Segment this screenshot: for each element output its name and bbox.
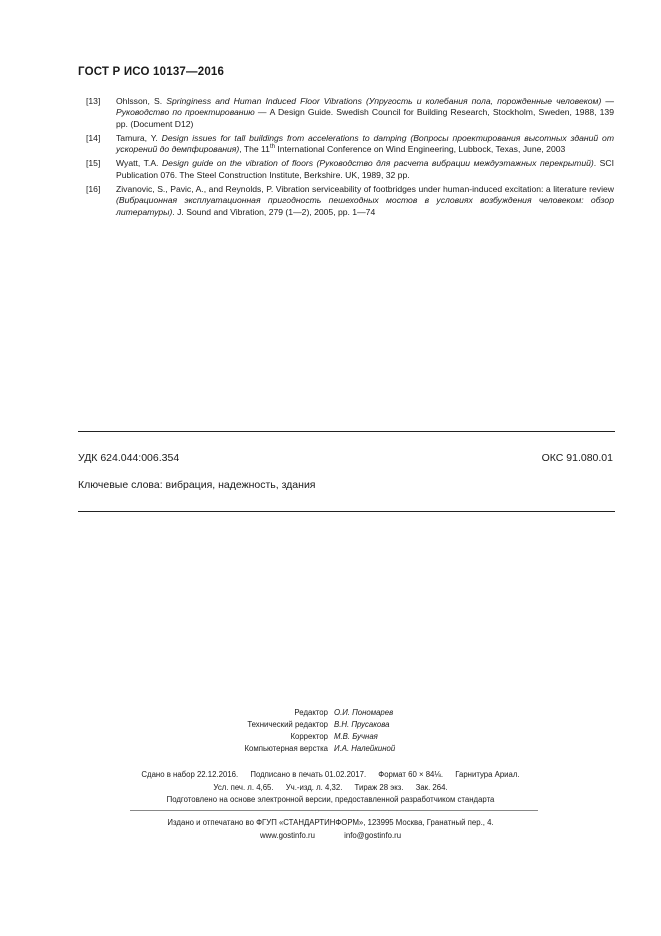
reference-text: [116, 96, 614, 130]
reference-text: [116, 158, 614, 181]
credit-role: Корректор: [290, 732, 328, 741]
credit-layout: [0, 744, 661, 756]
divider-top: [78, 431, 615, 432]
reference-authors: Zivanovic, S., Pavic, A., and Reynolds, P. Vibration serviceability of footbridges under human-induced excitation: a literature review: [116, 184, 614, 195]
print-run: Тираж 28 экз.: [354, 783, 404, 792]
reference-authors: Wyatt, T.A.: [116, 158, 162, 169]
reference-authors: Tamura, Y.: [116, 132, 162, 143]
reference-number: [13]: [86, 96, 101, 106]
paper-format: Формат 60 × 84⅛.: [378, 770, 444, 779]
reference-title: (Вибрационная эксплуатационная пригодность пешеходных мостов в условиях возбуждения человеком: обзор литературы): [116, 195, 614, 217]
reference-item: [86, 184, 614, 218]
reference-source: , The 11: [239, 144, 270, 155]
credit-role: Технический редактор: [247, 720, 328, 729]
reference-item: [86, 133, 614, 156]
reference-item: [86, 158, 614, 181]
reference-title: Design guide on the vibration of floors (Руководство для расчета вибрации междуэтажных перекрытий): [161, 158, 594, 169]
print-info-line-1: [0, 770, 661, 779]
reference-text: [116, 133, 614, 156]
reference-number: [15]: [86, 158, 101, 169]
publisher-website[interactable]: www.gostinfo.ru: [259, 831, 315, 840]
publisher-sheets: Уч.-изд. л. 4,32.: [285, 783, 343, 792]
credit-role: Редактор: [294, 708, 328, 717]
publisher-address: Издано и отпечатано во ФГУП «СТАНДАРТИНФОРМ», 123995 Москва, Гранатный пер., 4.: [167, 818, 494, 827]
reference-source: . J. Sound and Vibration, 279 (1—2), 2005, pp. 1—74: [172, 206, 376, 217]
reference-title: Springiness and Human Induced Floor Vibrations (Упругость и колебания пола, порожденные человеком) — Руководство по проектированию: [116, 96, 614, 118]
credit-proofreader: [0, 732, 661, 744]
reference-number: [14]: [86, 132, 101, 143]
typeface: Гарнитура Ариал.: [455, 770, 520, 779]
credit-editor: [0, 708, 661, 720]
publisher-email[interactable]: info@gostinfo.ru: [344, 831, 402, 840]
superscript: th: [269, 144, 275, 151]
credit-tech-editor: [0, 720, 661, 732]
reference-source: — A Design Guide. Swedish Council for Building Research, Stockholm, Sweden, 1988, 139 pp. (Document D12): [116, 107, 614, 129]
credit-role: Компьютерная верстка: [244, 744, 328, 753]
print-info-line-2: [0, 783, 661, 792]
signed-date: Подписано в печать 01.02.2017.: [250, 770, 367, 779]
print-sheets: Усл. печ. л. 4,65.: [213, 783, 274, 792]
udk-code: УДК 624.044:006.354: [78, 452, 180, 464]
order-number: Зак. 264.: [415, 783, 448, 792]
divider-bottom: [78, 511, 615, 512]
credit-person: М.В. Бучная: [334, 732, 378, 741]
credit-person: В.Н. Прусакова: [334, 720, 390, 729]
credits-block: [0, 708, 661, 756]
references-list: [86, 96, 614, 221]
reference-source: . SCI Publication 076. The Steel Construction Institute, Berkshire. UK, 1989, 32 pp.: [116, 158, 614, 180]
oks-code: ОКС 91.080.01: [541, 452, 613, 464]
divider-publisher: [130, 810, 538, 811]
credit-person: О.И. Пономарев: [334, 708, 394, 717]
reference-title: Design issues for tall buildings from accelerations to damping (Вопросы проектирования высотных зданий от ускорений до демпфирования): [116, 132, 614, 155]
reference-text: [116, 184, 614, 218]
print-info-line-3: Подготовлено на основе электронной версии, предоставленной разработчиком стандарта: [166, 795, 495, 804]
document-header: ГОСТ Р ИСО 10137—2016: [78, 66, 225, 78]
credit-person: И.А. Налейкиной: [334, 744, 396, 753]
reference-number: [16]: [86, 184, 101, 195]
keywords: Ключевые слова: вибрация, надежность, здания: [78, 479, 316, 491]
publisher-contacts: [0, 831, 661, 840]
reference-authors: Ohlsson, S.: [116, 96, 167, 106]
reference-item: [86, 96, 614, 130]
submitted-date: Сдано в набор 22.12.2016.: [141, 770, 239, 779]
reference-source-cont: International Conference on Wind Engineering, Lubbock, Texas, June, 2003: [274, 144, 566, 155]
